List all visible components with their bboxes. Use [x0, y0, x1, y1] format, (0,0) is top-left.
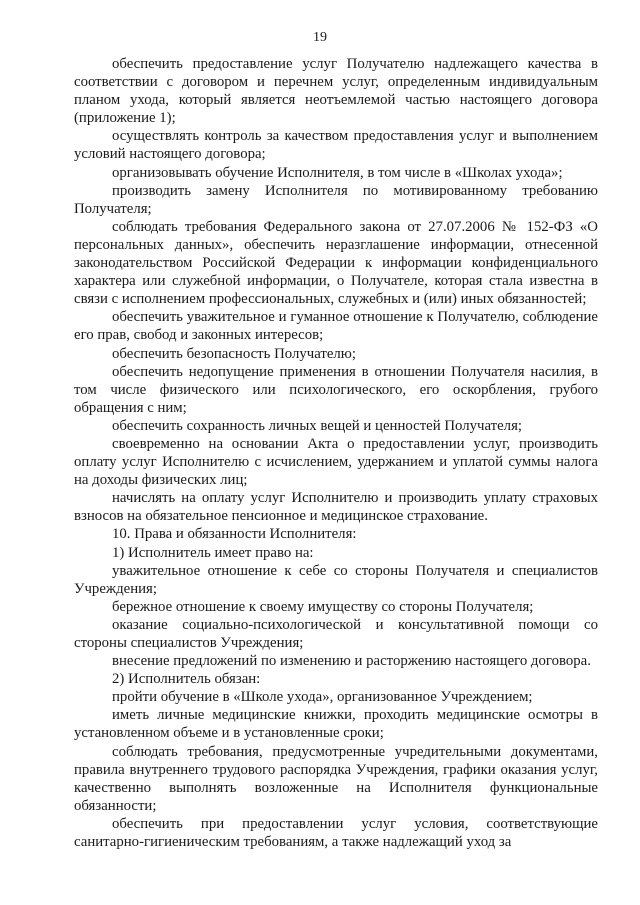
- paragraph: уважительное отношение к себе со стороны Получателя и специалистов Учреждения;: [74, 562, 598, 597]
- paragraph: соблюдать требования, предусмотренные учредительными документами, правила внутреннего трудового распорядка Учреждения, графики оказания услуг, качественно выполнять возложенные на Исполнителя функциональные обязанности;: [74, 743, 598, 814]
- paragraph: обеспечить недопущение применения в отношении Получателя насилия, в том числе физического или психологического, его оскорбления, грубого обращения с ним;: [74, 363, 598, 416]
- paragraph: обеспечить предоставление услуг Получателю надлежащего качества в соответствии с договором и перечнем услуг, определенным индивидуальным планом ухода, который является неотъемлемой частью настоящего договора (приложение 1);: [74, 56, 598, 127]
- paragraph: производить замену Исполнителя по мотивированному требованию Получателя;: [74, 182, 598, 217]
- document-body: [74, 55, 598, 851]
- paragraph: соблюдать требования Федерального закона от 27.07.2006 № 152-ФЗ «О персональных данных», обеспечить неразглашение информации, отнесенной законодательством Российской Федерации к информации конфиденциального характера или служебной информации, о Получателе, которая стала известна в связи с исполнением профессиональных, служебных и (или) иных обязанностей;: [74, 218, 598, 308]
- paragraph: внесение предложений по изменению и расторжению настоящего договора.: [112, 653, 591, 670]
- paragraph: иметь личные медицинские книжки, проходить медицинские осмотры в установленном объеме и в установленные сроки;: [74, 707, 598, 742]
- paragraph: обеспечить уважительное и гуманное отношение к Получателю, соблюдение его прав, свобод и законных интересов;: [74, 309, 598, 344]
- paragraph: обеспечить безопасность Получателю;: [112, 345, 356, 362]
- paragraph: обеспечить сохранность личных вещей и ценностей Получателя;: [112, 417, 522, 434]
- subsection-heading: 1) Исполнитель имеет право на:: [112, 544, 314, 561]
- paragraph: осуществлять контроль за качеством предоставления услуг и выполнением условий настоящего договора;: [74, 128, 598, 163]
- subsection-heading: 2) Исполнитель обязан:: [112, 671, 261, 688]
- paragraph: обеспечить при предоставлении услуг условия, соответствующие санитарно-гигиеническим требованиям, а также надлежащий уход за: [74, 815, 598, 851]
- paragraph: организовывать обучение Исполнителя, в том числе в «Школах ухода»;: [112, 164, 563, 181]
- paragraph: пройти обучение в «Школе ухода», организованное Учреждением;: [112, 689, 533, 706]
- section-heading: 10. Права и обязанности Исполнителя:: [112, 526, 357, 543]
- paragraph: бережное отношение к своему имуществу со стороны Получателя;: [112, 598, 534, 615]
- paragraph: начислять на оплату услуг Исполнителю и производить уплату страховых взносов на обязательное пенсионное и медицинское страхование.: [74, 490, 598, 525]
- paragraph: своевременно на основании Акта о предоставлении услуг, производить оплату услуг Исполнителю с исчислением, удержанием и уплатой суммы налога на доходы физических лиц;: [74, 435, 598, 489]
- page-number: 19: [313, 30, 327, 45]
- paragraph: оказание социально-психологической и консультативной помощи со стороны специалистов Учреждения;: [74, 616, 598, 651]
